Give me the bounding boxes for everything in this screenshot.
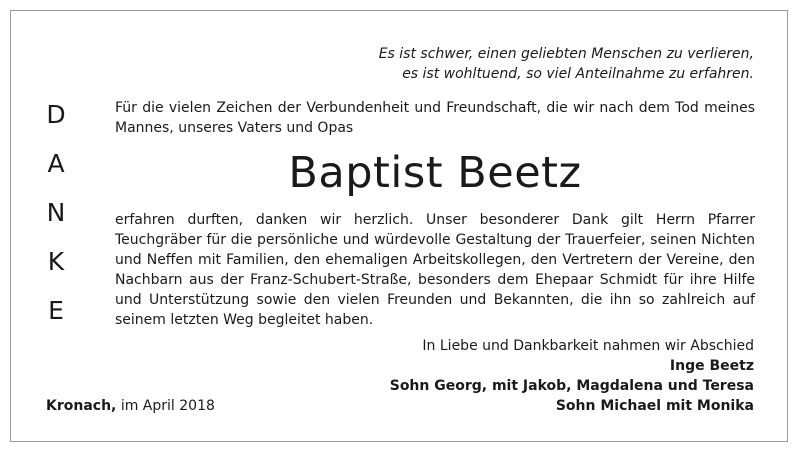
intro-paragraph: Für die vielen Zeichen der Verbundenheit und Freundschaft, die wir nach dem Tod meines Mannes, unseres Vaters und Opas xyxy=(115,100,755,136)
deceased-name: Baptist Beetz xyxy=(288,148,582,198)
signatory-3: Sohn Michael mit Monika xyxy=(555,398,754,414)
thanks-paragraph: erfahren durften, danken wir herzlich. Unser besonderer Dank gilt Herrn Pfarrer Teuchgräber für die persönliche und würdevolle Gestaltung der Trauerfeier, seinen Nichten und Neffen mit Familien, den ehemaligen Arbeitskollegen, den Vertretern der Vereine, den Nachbarn aus der Franz-Schubert-Straße, besonders dem Ehepaar Schmidt für ihre Hilfe und Unterstützung sowie den vielen Freunden und Bekannten, die ihn so zahlreich auf seinem letzten Weg begleitet haben. xyxy=(115,212,755,328)
danke-letter-n: N xyxy=(46,198,66,227)
quote-line-2: es ist wohltuend, so viel Anteilnahme zu erfahren. xyxy=(402,66,754,82)
place: Kronach, xyxy=(46,398,117,414)
quote xyxy=(234,44,754,84)
danke-vertical-heading xyxy=(46,101,66,346)
signatory-1: Inge Beetz xyxy=(669,358,754,374)
closing-intro: In Liebe und Dankbarkeit nahmen wir Abschied xyxy=(422,338,754,354)
date: im April 2018 xyxy=(120,398,215,414)
danke-letter-k: K xyxy=(47,247,65,276)
closing-block xyxy=(234,336,754,416)
danke-letter-d: D xyxy=(46,100,66,129)
danke-letter-a: A xyxy=(47,149,65,178)
place-date xyxy=(46,396,215,416)
danke-letter-e: E xyxy=(48,296,64,325)
quote-line-1: Es ist schwer, einen geliebten Menschen zu verlieren, xyxy=(378,46,754,62)
signatory-2: Sohn Georg, mit Jakob, Magdalena und Teresa xyxy=(389,378,754,394)
